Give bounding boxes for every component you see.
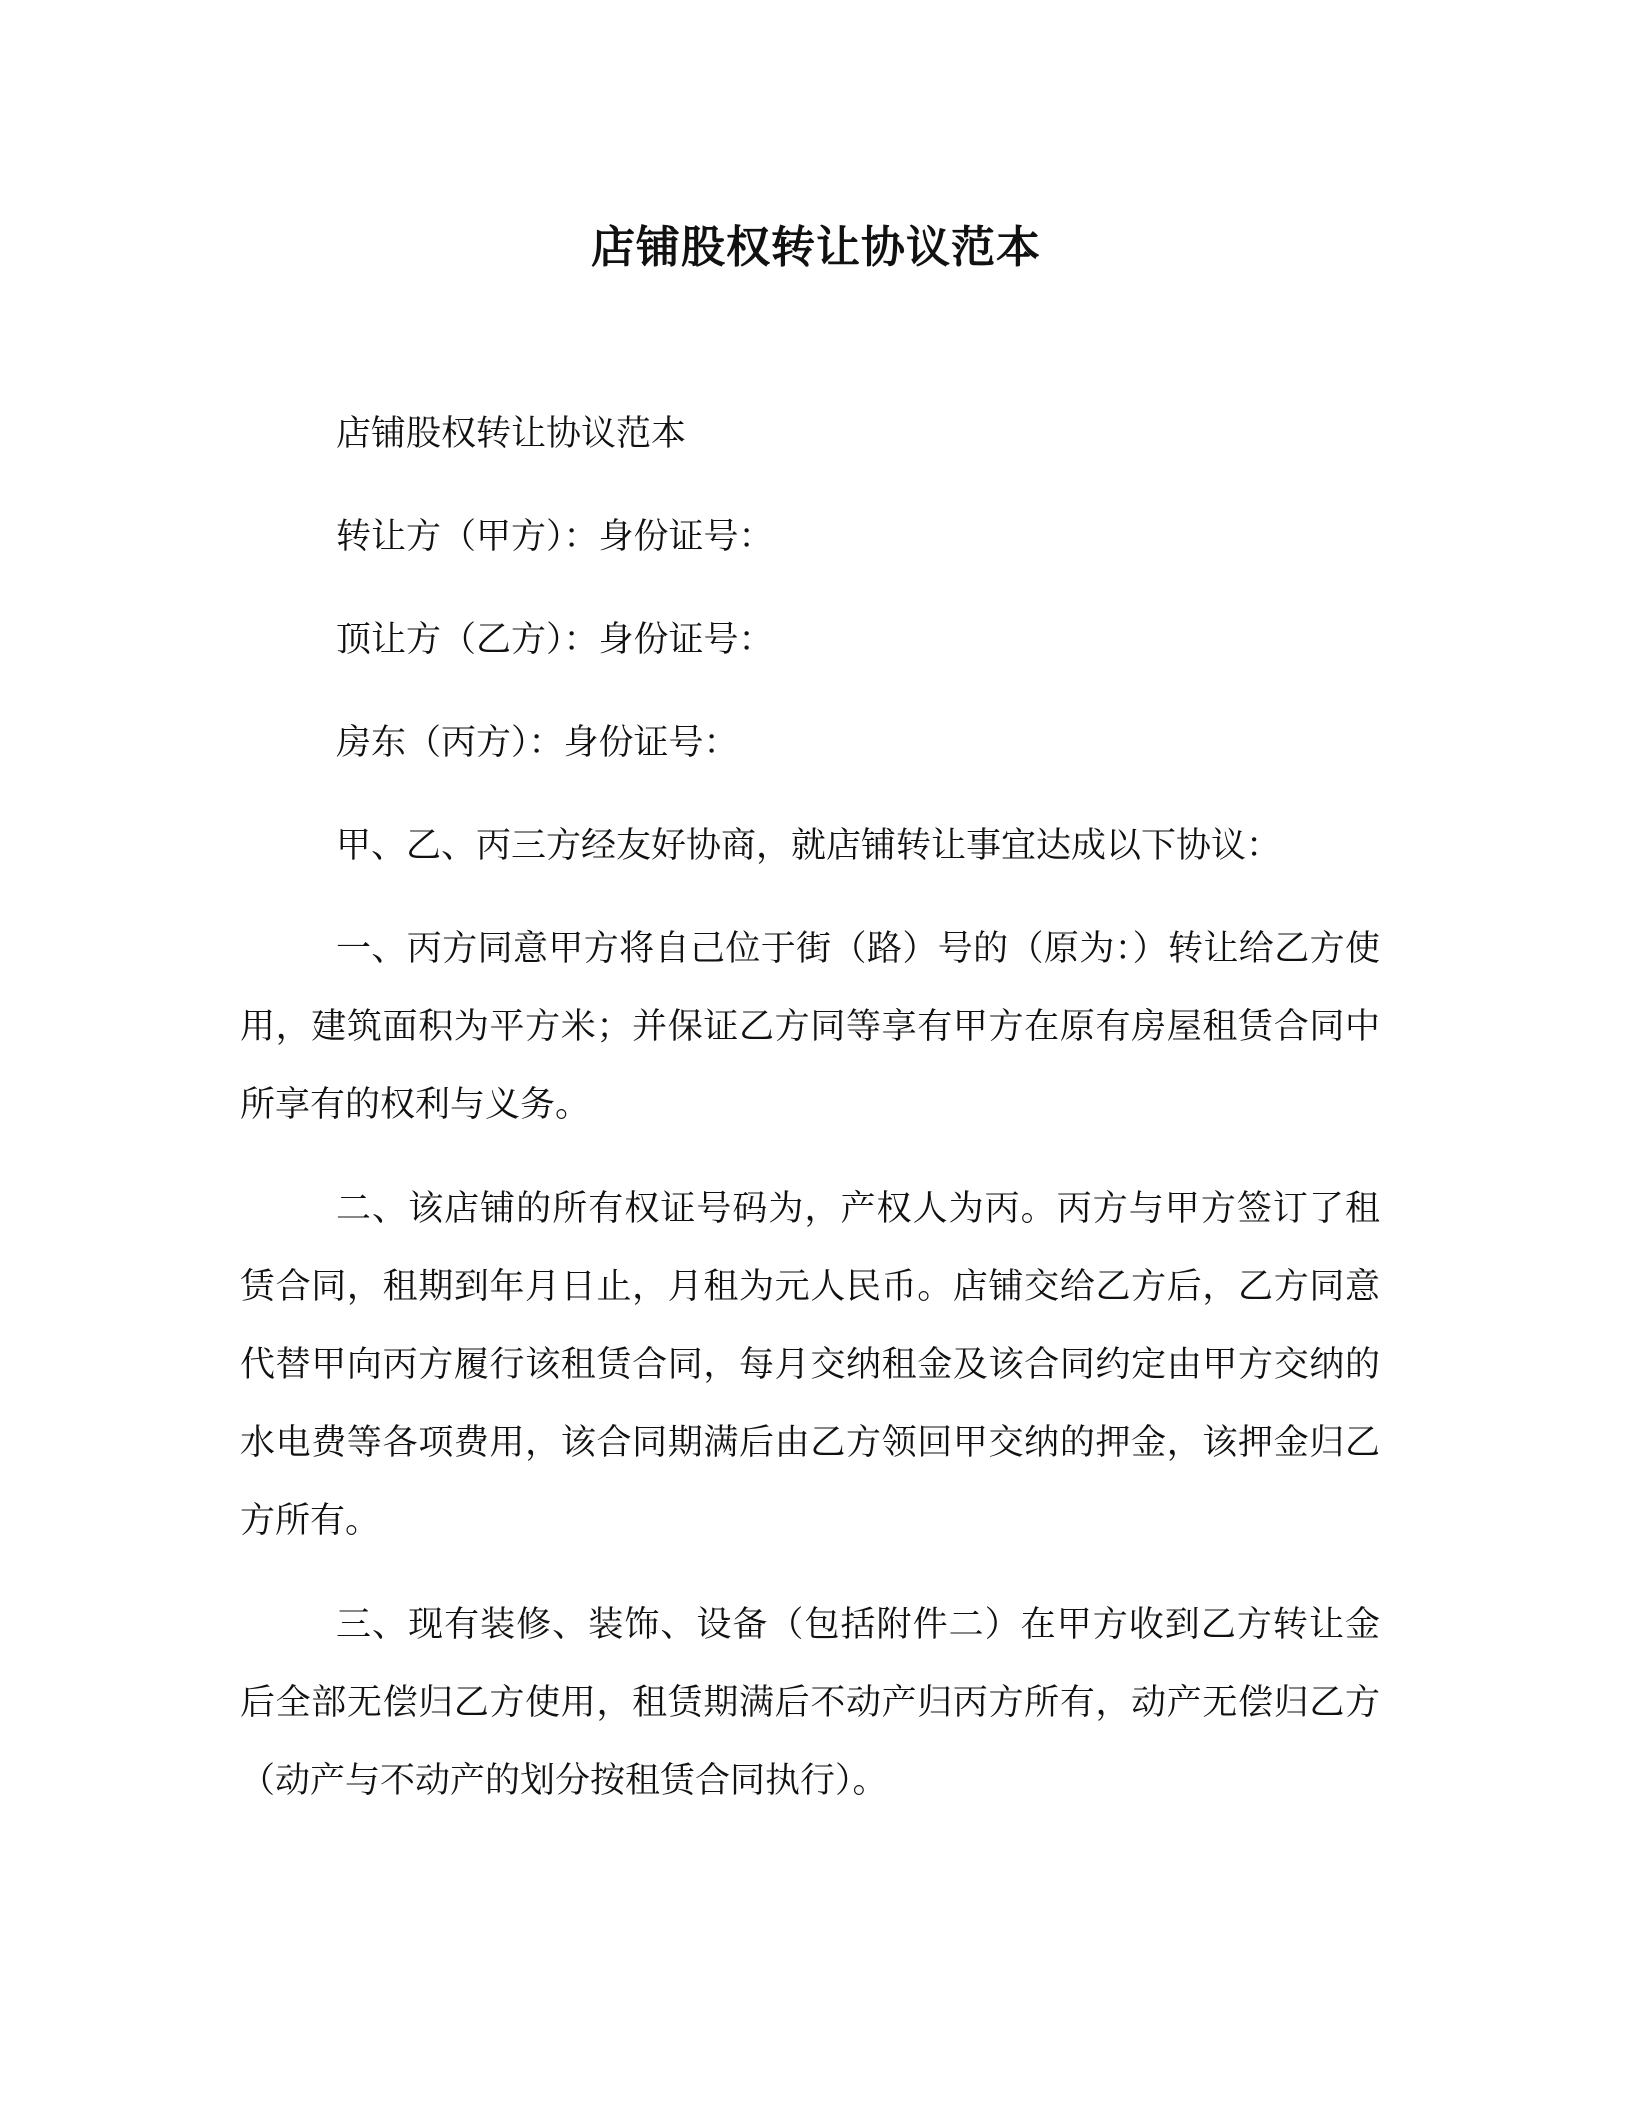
intro-paragraph: 甲、乙、丙三方经友好协商，就店铺转让事宜达成以下协议： <box>336 826 1282 866</box>
party-a-line: 转让方（甲方）：身份证号： <box>336 517 774 557</box>
clause-2: 二、该店铺的所有权证号码为，产权人为丙。丙方与甲方签订了租赁合同，租期到年月日止，月租为元人民币。店铺交给乙方后，乙方同意代替甲向丙方履行该租赁合同，每月交纳租金及该合同约定由甲方交纳的水电费等各项费用，该合同期满后由乙方领回甲交纳的押金，该押金归乙方所有。 <box>240 1189 1380 1541</box>
document-body <box>240 395 1380 1846</box>
clause-3: 三、现有装修、装饰、设备（包括附件二）在甲方收到乙方转让金后全部无偿归乙方使用，租赁期满后不动产归丙方所有，动产无偿归乙方（动产与不动产的划分按租赁合同执行）。 <box>240 1605 1380 1801</box>
party-c-line: 房东（丙方）：身份证号： <box>336 723 739 763</box>
clause-1: 一、丙方同意甲方将自己位于街（路）号的（原为：）转让给乙方使用，建筑面积为平方米；并保证乙方同等享有甲方在原有房屋租赁合同中所享有的权利与义务。 <box>240 929 1380 1125</box>
document-subtitle: 店铺股权转让协议范本 <box>336 414 687 454</box>
party-b-line: 顶让方（乙方）：身份证号： <box>336 620 774 660</box>
document-title: 店铺股权转让协议范本 <box>591 222 1041 273</box>
